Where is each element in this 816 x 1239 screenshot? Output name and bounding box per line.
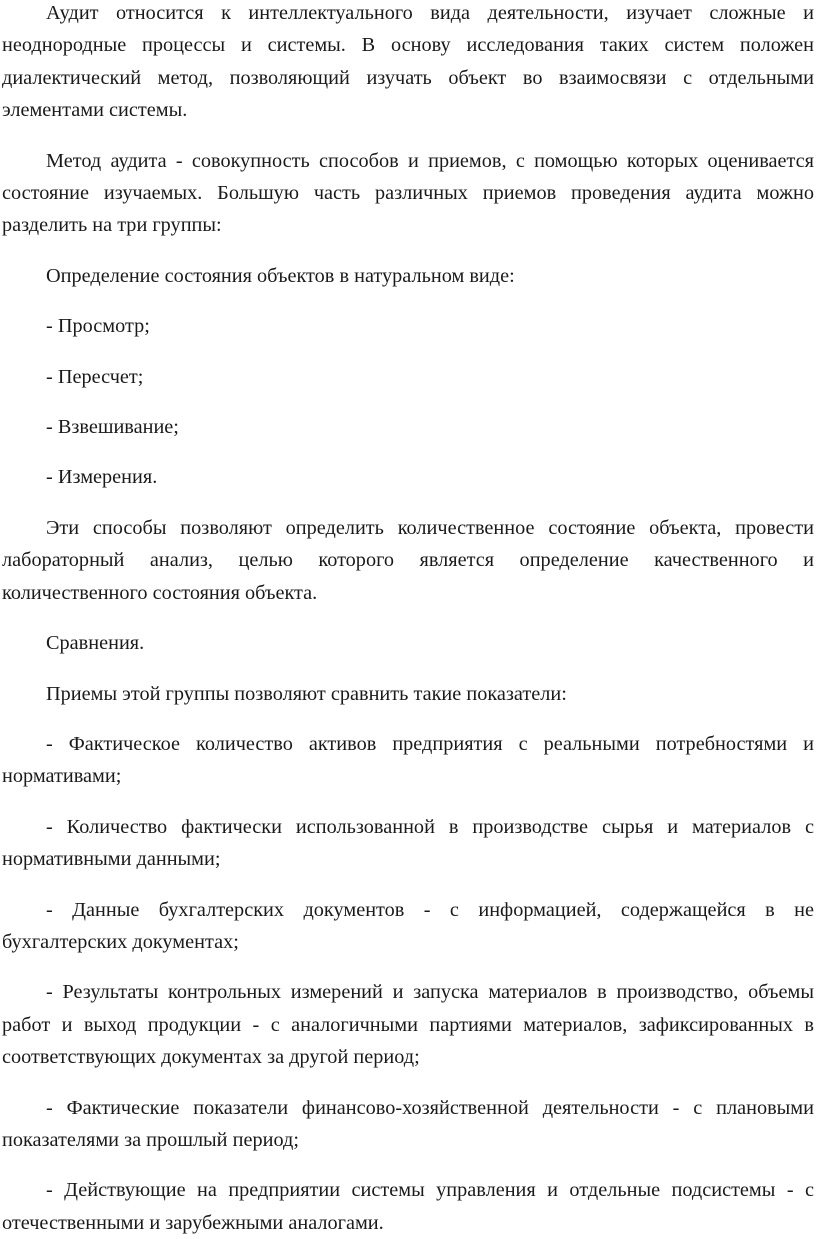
paragraph-audit-method: Метод аудита - совокупность способов и приемов, с помощью которых оценивается состояние изучаемых. Большую часть различных приемов проведения аудита можно разделить на три группы: <box>2 149 814 237</box>
paragraph-comparison-intro: Приемы этой группы позволяют сравнить такие показатели: <box>46 682 567 705</box>
list-item-measurement: - Измерения. <box>46 466 158 489</box>
paragraph-natural-state: Определение состояния объектов в натуральном виде: <box>46 264 515 287</box>
list-item-documents: - Данные бухгалтерских документов - с информацией, содержащейся в не бухгалтерских документах; <box>2 898 814 953</box>
list-item-recount: - Пересчет; <box>46 365 144 388</box>
list-item-management-systems: - Действующие на предприятии системы управления и отдельные подсистемы - с отечественными и зарубежными аналогами. <box>2 1179 814 1234</box>
paragraph-comparisons: Сравнения. <box>46 632 145 655</box>
list-item-financial-indicators: - Фактические показатели финансово-хозяйственной деятельности - с плановыми показателями за прошлый период; <box>2 1096 814 1151</box>
list-item-assets: - Фактическое количество активов предприятия с реальными потребностями и нормативами; <box>2 732 814 788</box>
list-item-review: - Просмотр; <box>46 315 150 338</box>
list-item-materials: - Количество фактически использованной в производстве сырья и материалов с нормативными данными; <box>2 815 814 871</box>
paragraph-methods-purpose: Эти способы позволяют определить количественное состояние объекта, провести лабораторный анализ, целью которого является определение качественного и количественного состояния объекта. <box>2 516 814 604</box>
list-item-weighing: - Взвешивание; <box>46 416 179 439</box>
paragraph-audit-intro: Аудит относится к интеллектуального вида деятельности, изучает сложные и неоднородные процессы и системы. В основу исследования таких систем положен диалектический метод, позволяющий изучать объект во взаимосвязи с отдельными элементами системы. <box>2 2 814 122</box>
list-item-control-measurements: - Результаты контрольных измерений и запуска материалов в производство, объемы работ и выход продукции - с аналогичными партиями материалов, зафиксированных в соответствующих документах за другой период; <box>2 981 814 1069</box>
